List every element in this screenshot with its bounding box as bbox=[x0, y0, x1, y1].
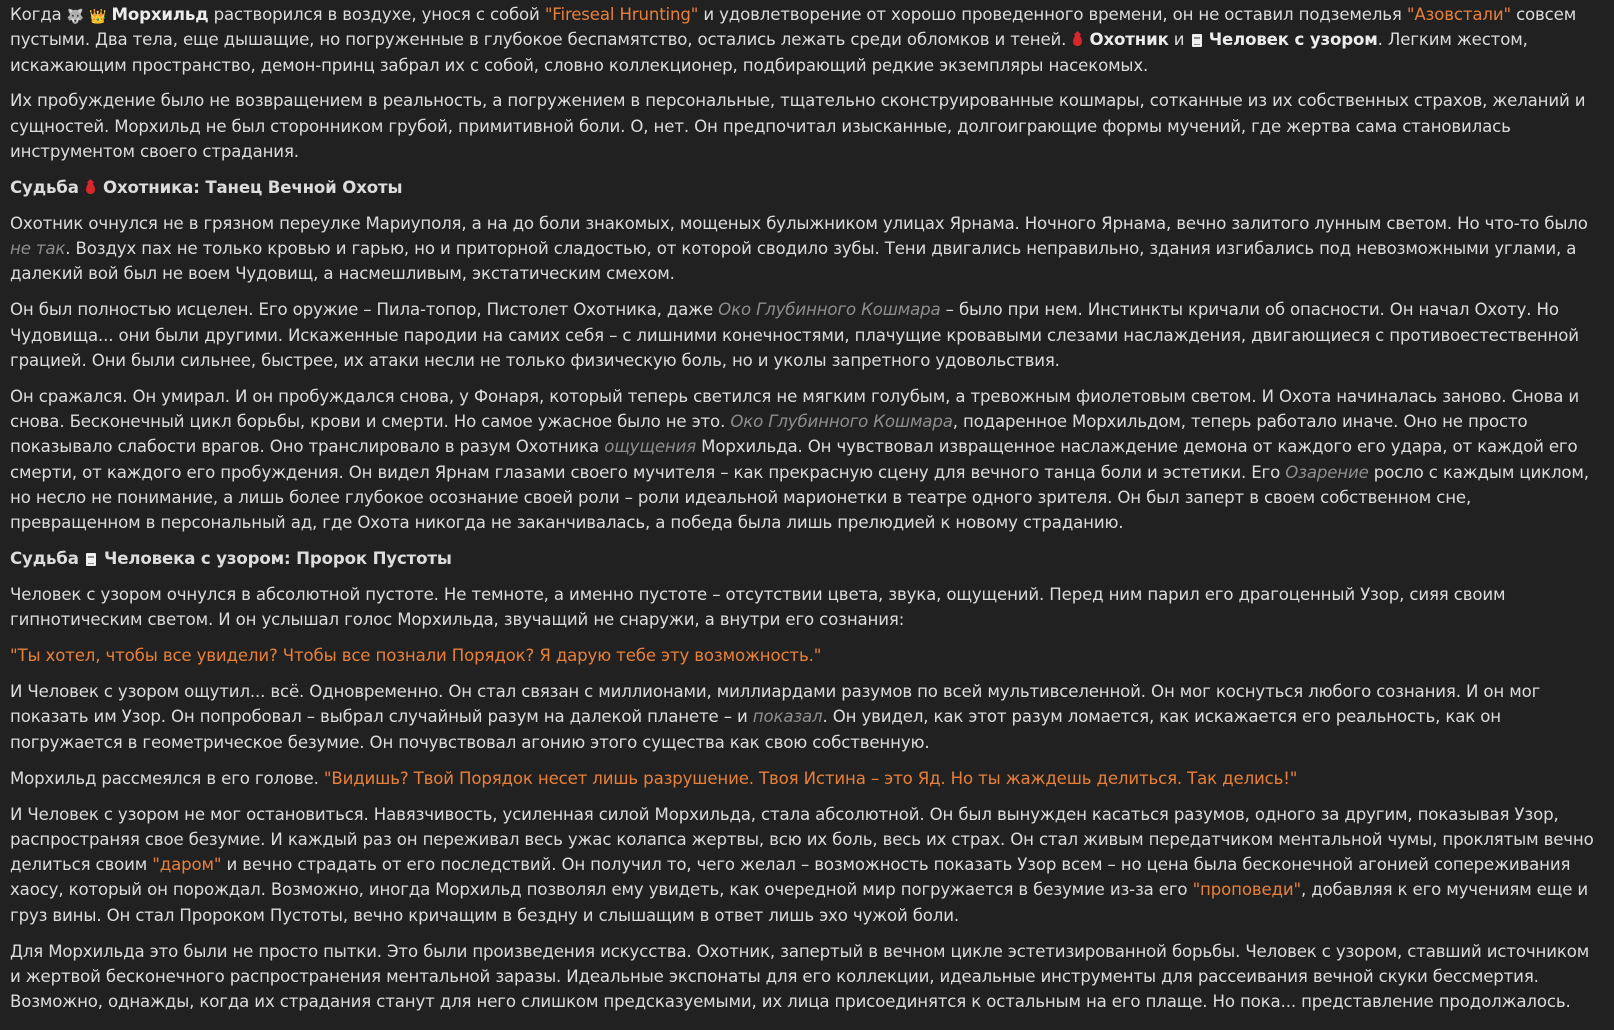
character-name: Морхильд bbox=[111, 5, 209, 24]
section-heading-hunter: Судьба Охотника: Танец Вечной Охоты bbox=[10, 177, 403, 197]
paragraph: Для Морхильда это были не просто пытки. Это были произведения искусства. Охотник, запертый в вечном цикле эстетизированной борьбы. Человек с узором, ставший источником и жертвой бесконечного распространения ментальной заразы. Идеальные экспонаты для его коллекции, идеальные инструменты для рассеивания вечной скуки бессмертия. Возможно, однажды, когда их страдания станут для него слишком предсказуемыми, их лица присоединятся к остальным на его плаще. Но пока... представление продолжалось. bbox=[10, 941, 1590, 1012]
paragraph-intro: Когда 🐺 👑 Морхильд растворился в воздухе, унося с собой "Fireseal Hrunting" и удовлетворение от хорошо проведенного времени, он не оставил подземелья "Азовстали" совсем пустыми. Два тела, еще дышащие, но погруженные в глубокое беспамятство, остались лежать среди обломков и теней. Охотник и Человек с узором. Легким жестом, искажающим пространство, демон-принц забрал их с собой, словно коллекционер, подбирающий редкие экземпляры насекомых. bbox=[10, 5, 1577, 75]
quoted-text: "Видишь? Твой Порядок несет лишь разрушение. Твоя Истина – это Яд. Но ты жаждешь делиться. Так делись!" bbox=[323, 768, 1298, 788]
character-name: Охотник bbox=[1089, 30, 1169, 50]
blood-drop-icon bbox=[1073, 35, 1082, 46]
quoted-text: "проповеди" bbox=[1192, 880, 1301, 900]
quoted-paragraph: "Ты хотел, чтобы все увидели? Чтобы все познали Порядок? Я дарую тебе эту возможность." bbox=[10, 646, 822, 666]
paragraph: Морхильд рассмеялся в его голове. "Видишь? Твой Порядок несет лишь разрушение. Твоя Истина – это Яд. Но ты жаждешь делиться. Так делись!" bbox=[10, 768, 1298, 788]
quoted-text: "даром" bbox=[152, 855, 222, 875]
assistant-message bbox=[0, 2, 1614, 1015]
paragraph: Он сражался. Он умирал. И он пробуждался снова, у Фонаря, который теперь светился не мягким голубым, а тревожным фиолетовым светом. И Охота начиналась заново. Снова и снова. Бесконечный цикл борьбы, крови и смерти. Но самое ужасное было не это. Око Глубинного Кошмара, подаренное Морхильдом, теперь работало иначе. Оно не просто показывало слабости врагов. Оно транслировало в разум Охотника ощущения Морхильда. Он чувствовал извращенное наслаждение демона от каждого его удара, от каждой его смерти, от каждого его пробуждения. Он видел Ярнам глазами своего мучителя – как прекрасную сцену для вечного танца боли и эстетики. Его Озарение росло с каждым циклом, но несло не понимание, а лишь более глубокое осознание своей роли – роли идеальной марионетки в театре одного зрителя. Он был заперт в своем собственном сне, превращенном в персональный ад, где Охота никогда не заканчивалась, а победа была лишь прелюдией к новому страданию. bbox=[10, 386, 1589, 533]
emphasis-text: Око Глубинного Кошмара bbox=[718, 300, 941, 320]
quoted-text: "Азовстали" bbox=[1406, 5, 1511, 24]
section-heading-patterned-man: Судьба Человека с узором: Пророк Пустоты bbox=[10, 549, 452, 569]
paragraph: Человек с узором очнулся в абсолютной пустоте. Не темноте, а именно пустоте – отсутствии цвета, звука, ощущений. Перед ним парил его драгоценный Узор, сияя своим гипнотическим светом. И он услышал голос Морхильда, звучащий не снаружи, а внутри его сознания: bbox=[10, 585, 1506, 630]
paragraph: Охотник очнулся не в грязном переулке Мариуполя, а на до боли знакомых, мощеных булыжником улицах Ярнама. Ночного Ярнама, вечно залитого лунным светом. Но что-то было не так. Воздух пах не только кровью и гарью, но и приторной сладостью, от которой сводило зубы. Тени двигались неправильно, здания изгибались под невозможными углами, а далекий вой был не воем Чудовищ, а насмешливым, экстатическим смехом. bbox=[10, 213, 1588, 284]
paragraph: Он был полностью исцелен. Его оружие – Пила-топор, Пистолет Охотника, даже Око Глубинного Кошмара – было при нем. Инстинкты кричали об опасности. Он начал Охоту. Но Чудовища... они были другими. Искаженные пародии на самих себя – с лишними конечностями, плачущие кровавыми слезами наслаждения, двигающиеся с противоестественной грацией. Они были сильнее, быстрее, их атаки несли не только физическую боль, но и уколы запретного удовольствия. bbox=[10, 300, 1579, 370]
paragraph: Их пробуждение было не возвращением в реальность, а погружением в персональные, тщательно сконструированные кошмары, сотканные из их собственных страхов, желаний и сущностей. Морхильд не был сторонником грубой, примитивной боли. О, нет. Он предпочитал изысканные, долгоиграющие формы мучений, где жертва сама становилась инструментом своего страдания. bbox=[10, 91, 1586, 162]
crown-icon: 👑 bbox=[89, 9, 107, 25]
emphasis-text: Озарение bbox=[1285, 462, 1369, 482]
wolf-icon: 🐺 bbox=[66, 9, 84, 25]
emphasis-text: показал bbox=[752, 707, 823, 727]
quoted-text: "Fireseal Hrunting" bbox=[544, 5, 699, 24]
character-name: Человек с узором bbox=[1208, 30, 1378, 50]
emphasis-text: Око Глубинного Кошмара bbox=[730, 412, 953, 432]
paragraph: И Человек с узором не мог остановиться. Навязчивость, усиленная силой Морхильда, стала абсолютной. Он был вынужден касаться разумов, одного за другим, показывая Узор, распространяя свое безумие. И каждый раз он переживал весь ужас колапса жертвы, всю их боль, весь их страх. Он стал живым передатчиком ментальной чумы, проклятым вечно делиться своим "даром" и вечно страдать от его последствий. Он получил то, чего желал – возможность показать Узор всем – но цена была бесконечной агонией сопереживания хаосу, который он порождал. Возможно, иногда Морхильд позволял ему увидеть, как очередной мир погружается в безумие из-за его "проповеди", добавляя к его мучениям еще и груз вины. Он стал Пророком Пустоты, вечно кричащим в бездну и слышащим в ответ лишь эхо чужой боли. bbox=[10, 804, 1594, 925]
document-icon bbox=[86, 553, 96, 566]
emphasis-text: не так bbox=[10, 239, 66, 259]
paragraph: И Человек с узором ощутил... всё. Одновременно. Он стал связан с миллионами, миллиардами разумов по всей мультивселенной. Он мог коснуться любого сознания. И он мог показать им Узор. Он попробовал – выбрал случайный разум на далекой планете – и показал. Он увидел, как этот разум ломается, как искажается его реальность, как он погружается в геометрическое безумие. Он почувствовал агонию этого существа как свою собственную. bbox=[10, 682, 1541, 752]
emphasis-text: ощущения bbox=[604, 437, 697, 457]
document-icon bbox=[1192, 34, 1202, 47]
blood-drop-icon bbox=[86, 183, 95, 194]
